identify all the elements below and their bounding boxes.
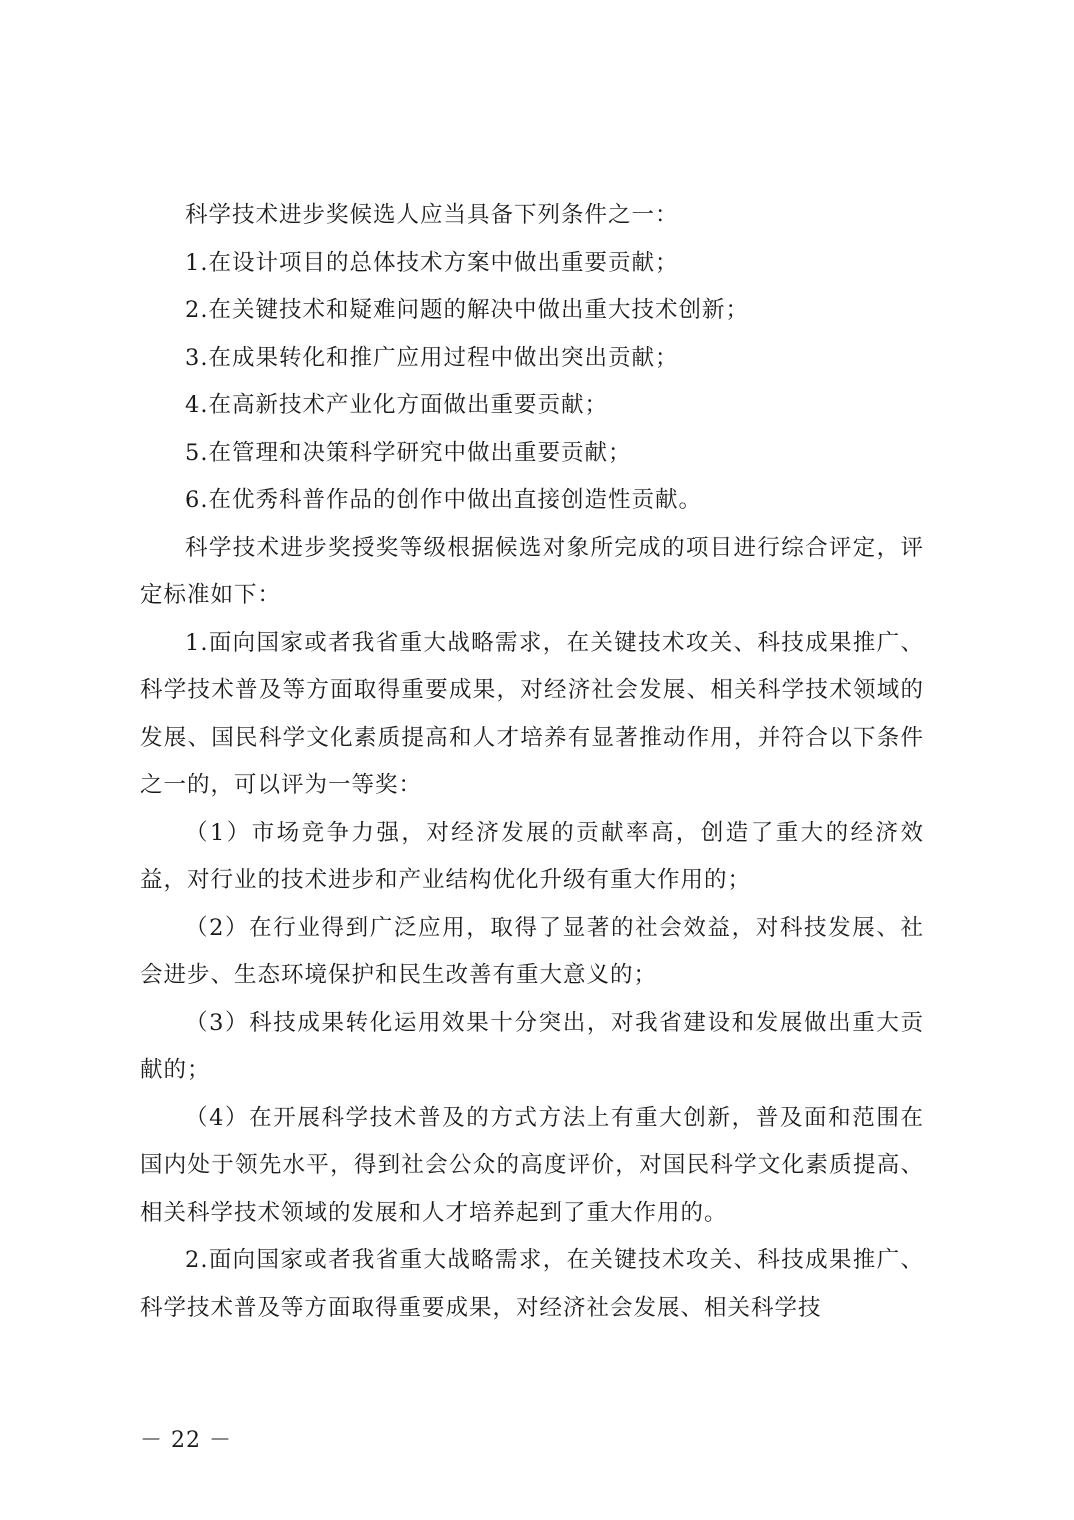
- paragraph-candidate-conditions: 科学技术进步奖候选人应当具备下列条件之一：: [185, 202, 679, 228]
- paragraph-first-prize-item-4: （4）在开展科学技术普及的方式方法上有重大创新，普及面和范围在国内处于领先水平，得到社会公众的高度评价，对国民科学文化素质提高、相关科学技术领域的发展和人才培养起到了重大作用的。: [140, 1104, 924, 1226]
- paragraph-first-prize: 1.面向国家或者我省重大战略需求，在关键技术攻关、科技成果推广、科学技术普及等方面取得重要成果，对经济社会发展、相关科学技术领域的发展、国民科学文化素质提高和人才培养有显著推动作用，并符合以下条件之一的，可以评为一等奖：: [140, 629, 924, 798]
- paragraph-condition-2: 2.在关键技术和疑难问题的解决中做出重大技术创新；: [185, 297, 749, 323]
- paragraph-first-prize-item-1: （1）市场竞争力强，对经济发展的贡献率高，创造了重大的经济效益，对行业的技术进步和产业结构优化升级有重大作用的；: [140, 819, 924, 893]
- paragraph-first-prize-item-2: （2）在行业得到广泛应用，取得了显著的社会效益，对科技发展、社会进步、生态环境保护和民生改善有重大意义的；: [140, 914, 924, 988]
- paragraph-condition-1: 1.在设计项目的总体技术方案中做出重要贡献；: [185, 249, 679, 276]
- paragraph-award-grade-criteria: 科学技术进步奖授奖等级根据候选对象所完成的项目进行综合评定，评定标准如下：: [140, 534, 924, 608]
- paragraph-condition-6: 6.在优秀科普作品的创作中做出直接创造性贡献。: [185, 487, 702, 513]
- paragraph-second-prize: 2.面向国家或者我省重大战略需求，在关键技术攻关、科技成果推广、科学技术普及等方面取得重要成果，对经济社会发展、相关科学技: [140, 1247, 924, 1321]
- paragraph-condition-4: 4.在高新技术产业化方面做出重要贡献；: [185, 392, 608, 418]
- paragraph-condition-3: 3.在成果转化和推广应用过程中做出突出贡献；: [185, 344, 679, 371]
- page-number: － 22 －: [140, 1428, 232, 1453]
- document-body: [140, 192, 924, 1332]
- paragraph-first-prize-item-3: （3）科技成果转化运用效果十分突出，对我省建设和发展做出重大贡献的；: [140, 1009, 924, 1083]
- paragraph-condition-5: 5.在管理和决策科学研究中做出重要贡献；: [185, 439, 632, 466]
